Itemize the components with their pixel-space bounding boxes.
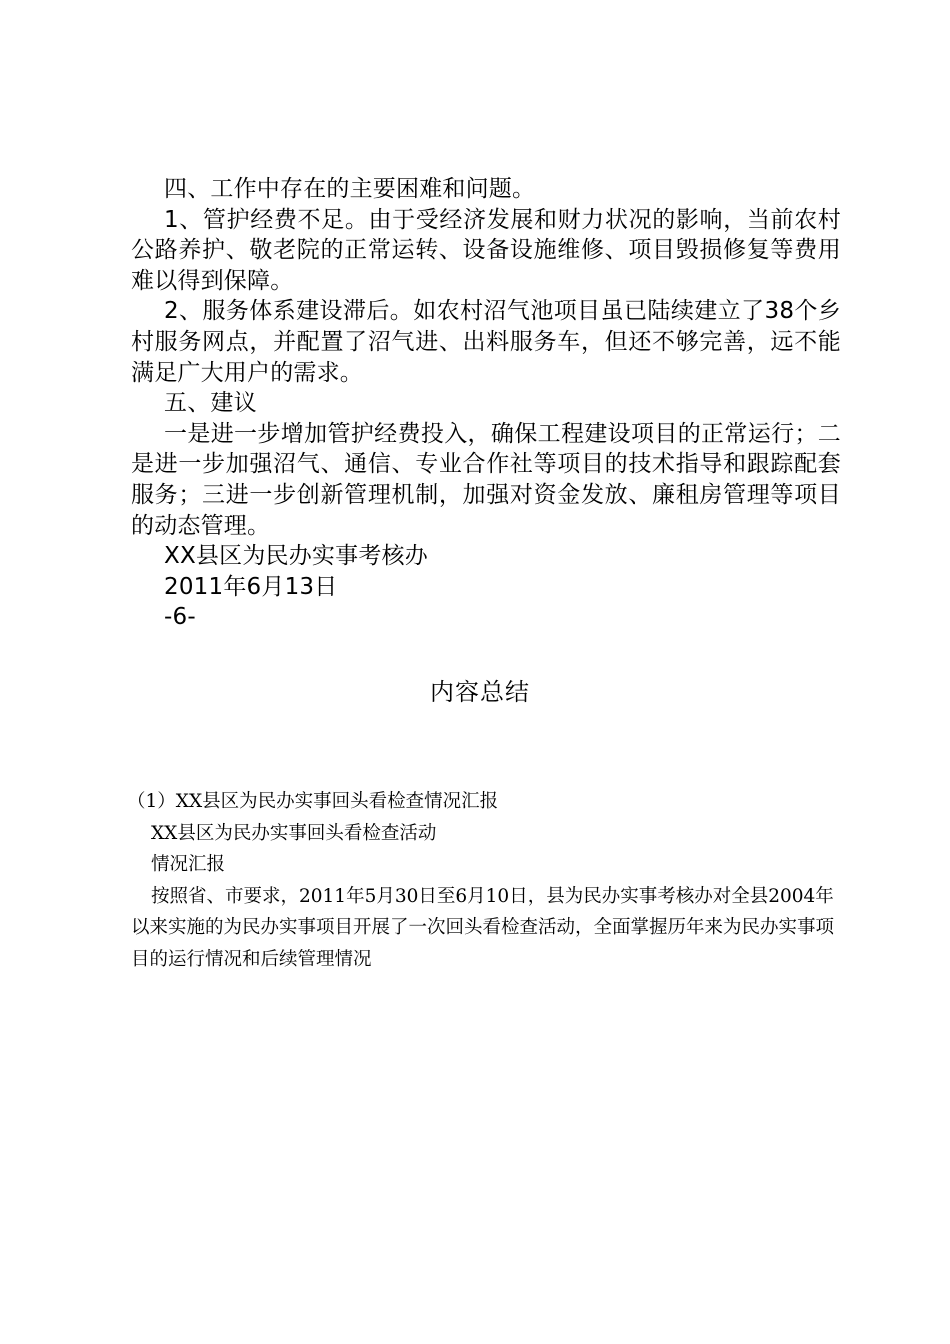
section-five-heading: 五、建议 [164, 390, 257, 417]
main-body [131, 174, 841, 633]
summary-title: 内容总结 [430, 678, 530, 706]
problem-one-paragraph: 1、管护经费不足。由于受经济发展和财力状况的影响，当前农村公路养护、敬老院的正常运转、设备设施维修、项目毁损修复等费用难以得到保障。 [131, 206, 841, 294]
summary-body [127, 786, 836, 975]
page-number: -6- [164, 604, 196, 631]
summary-ref-line: （1）XX县区为民办实事回头看检查情况汇报 [127, 791, 499, 812]
summary-line-1: XX县区为民办实事回头看检查活动 [151, 822, 437, 844]
suggestions-paragraph: 一是进一步增加管护经费投入，确保工程建设项目的正常运行；二是进一步加强沼气、通信、专业合作社等项目的技术指导和跟踪配套服务；三进一步创新管理机制，加强对资金发放、廉租房管理等项目的动态管理。 [131, 420, 841, 539]
summary-paragraph: 按照省、市要求，2011年5月30日至6月10日，县为民办实事考核办对全县2004年以来实施的为民办实事项目开展了一次回头看检查活动，全面掌握历年来为民办实事项目的运行情况和后续管理情况 [131, 885, 835, 970]
section-four-heading: 四、工作中存在的主要困难和问题。 [164, 176, 536, 202]
date-line: 2011年6月13日 [164, 573, 338, 600]
issuer-line: XX县区为民办实事考核办 [164, 543, 428, 570]
problem-two-paragraph: 2、服务体系建设滞后。如农村沼气池项目虽已陆续建立了38个乡村服务网点，并配置了沼气进、出料服务车，但还不够完善，远不能满足广大用户的需求。 [131, 298, 841, 386]
summary-line-2: 情况汇报 [151, 854, 226, 875]
